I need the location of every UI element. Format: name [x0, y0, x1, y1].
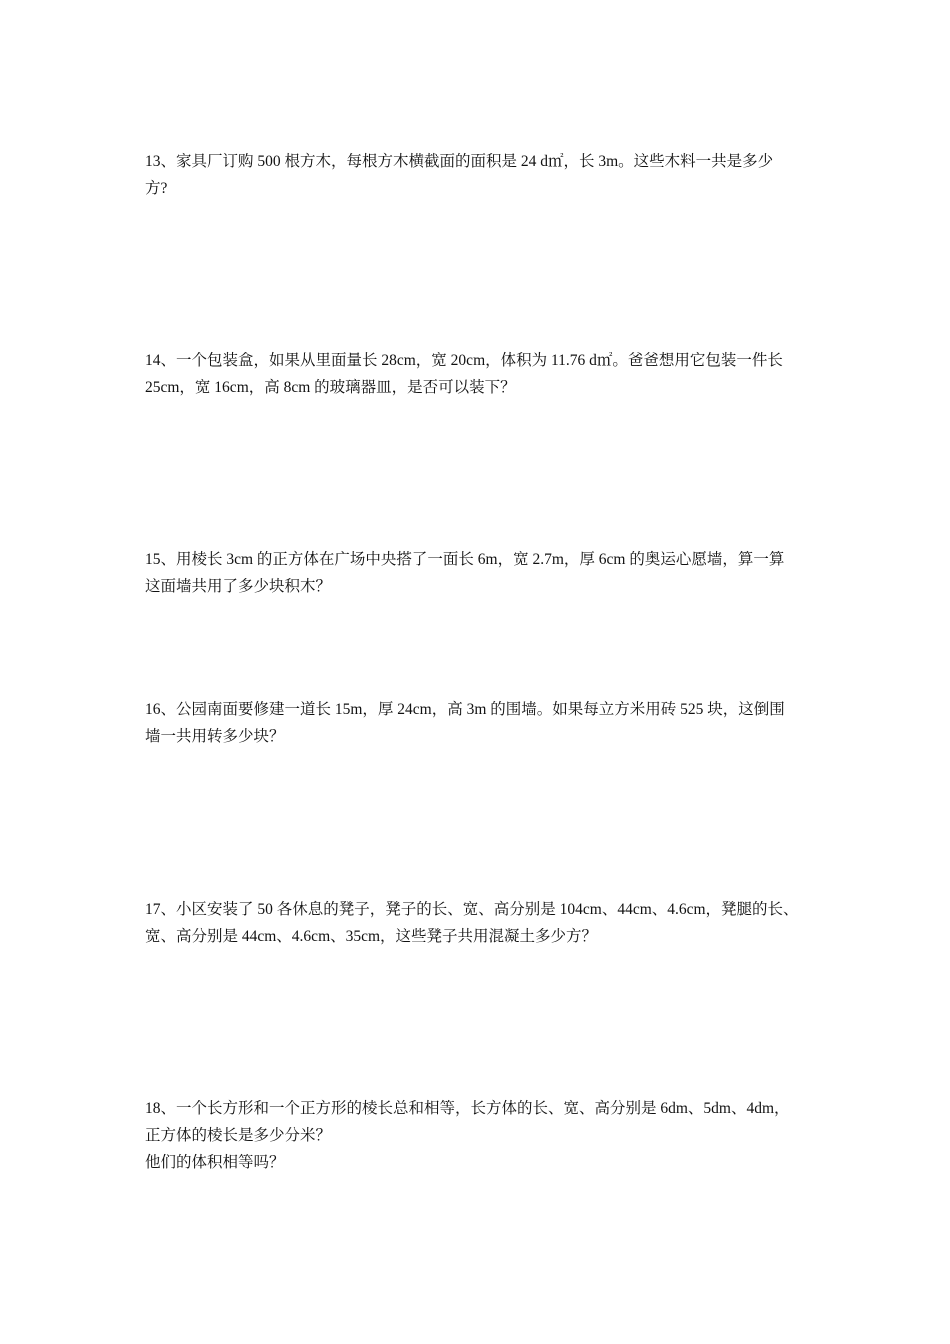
- problem-14: [145, 347, 810, 401]
- problem-18: [145, 1095, 810, 1176]
- problem-18-line-2: 正方体的棱长是多少分米？: [145, 1127, 332, 1144]
- problem-17: [145, 896, 810, 950]
- problem-18-line-3: 他们的体积相等吗？: [145, 1154, 285, 1171]
- problem-16-line-1: 16、公园南面要修建一道长 15m，厚 24cm，高 3m 的围墙。如果每立方米用砖 525 块，这倒围: [145, 701, 785, 718]
- problem-13-line-2: 方?: [145, 180, 168, 197]
- problem-15-line-2: 这面墙共用了多少块积木？: [145, 578, 332, 595]
- problem-14-line-1: 14、一个包装盒，如果从里面量长 28cm，宽 20cm，体积为 11.76 d㎡。爸爸想用它包装一件长: [145, 352, 783, 369]
- problem-13: [145, 148, 810, 202]
- problem-13-line-1: 13、家具厂订购 500 根方木，每根方木横截面的面积是 24 d㎡，长 3m。这些木料一共是多少: [145, 153, 774, 170]
- problem-15-line-1: 15、用棱长 3cm 的正方体在广场中央搭了一面长 6m，宽 2.7m，厚 6cm 的奥运心愿墙，算一算: [145, 551, 785, 568]
- problem-17-line-2: 宽、高分别是 44cm、4.6cm、35cm，这些凳子共用混凝土多少方？: [145, 928, 598, 945]
- problem-17-line-1: 17、小区安装了 50 各休息的凳子，凳子的长、宽、高分别是 104cm、44cm、4.6cm，凳腿的长、: [145, 901, 799, 918]
- problem-16: [145, 696, 810, 750]
- problem-18-line-1: 18、一个长方形和一个正方形的棱长总和相等，长方体的长、宽、高分别是 6dm、5dm、4dm，: [145, 1100, 790, 1117]
- problem-15: [145, 546, 810, 600]
- problem-16-line-2: 墙一共用转多少块？: [145, 728, 285, 745]
- problem-14-line-2: 25cm，宽 16cm，高 8cm 的玻璃器皿，是否可以装下？: [145, 379, 516, 396]
